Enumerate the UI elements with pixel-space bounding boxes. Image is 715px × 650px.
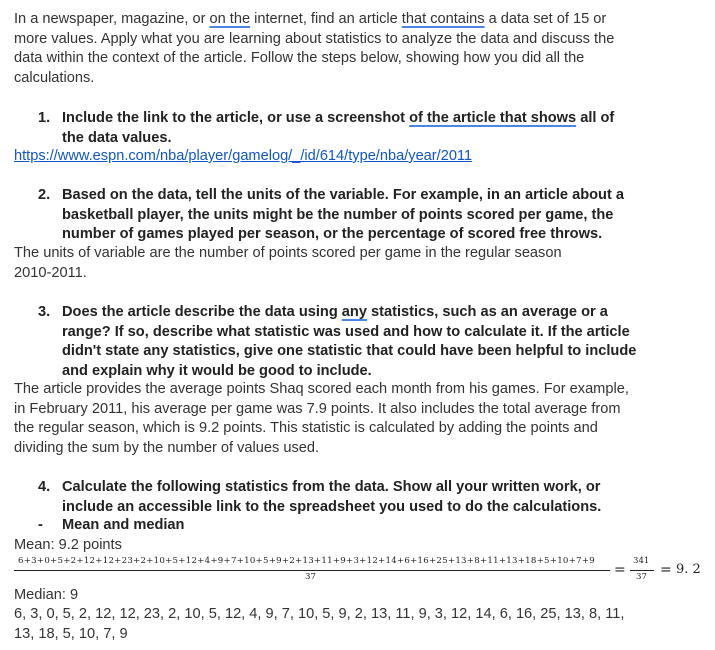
intro-text-1: In a newspaper, magazine, or [14,11,210,27]
question-1-number: 1. [38,110,51,126]
spellcheck-underline-2[interactable]: that contains [401,11,485,27]
question-1-text-end: all of the data values. [62,110,615,146]
equals-sign-2: = [660,562,672,578]
mean-result: 9. 2 [676,562,701,577]
question-1-spellcheck[interactable]: of the article that shows [409,110,577,126]
sub-item-mean-median [38,516,638,536]
sub-item-label: Mean and median [62,517,185,533]
question-3 [38,303,638,381]
mean-label: Mean: 9.2 points [14,537,122,553]
sum-fraction [14,554,610,586]
question-1-text-part: Include the link to the article, or use a screenshot [62,110,410,126]
median-label: Median: 9 [14,587,79,603]
question-1-text [62,109,638,148]
question-2 [38,186,638,245]
mean-formula [14,554,714,586]
question-3-spellcheck[interactable]: any [341,304,367,320]
question-4 [38,478,638,517]
total-denominator: 37 [636,572,647,582]
median-values: 6, 3, 0, 5, 2, 12, 12, 23, 2, 10, 5, 12, 4, 9, 7, 10, 5, 9, 2, 13, 11, 9, 3, 12, 14, 6, 16, 25, 13, 8, 11, 13, 18, 5, 10, 7, 9 [14,606,625,642]
intro-text-2: internet, find an article [250,11,402,27]
total-numerator: 341 [633,556,650,566]
question-1 [38,109,638,148]
fraction-denominator: 37 [305,572,316,582]
question-3-text [62,303,638,381]
total-fraction-bar [630,570,654,571]
intro-paragraph [14,10,624,88]
question-3-text-part: Does the article describe the data using [62,304,342,320]
question-2-number: 2. [38,187,51,203]
article-link[interactable]: https://www.espn.com/nba/player/gamelog/_/id/614/type/nba/year/2011 [14,148,473,164]
question-2-text: Based on the data, tell the units of the variable. For example, in an article about a basketball player, the units might be the number of points scored per game, the number of games played per season, or the percentage of scored free throws. [62,187,624,243]
fraction-numerator: 6+3+0+5+2+12+12+23+2+10+5+12+4+9+7+10+5+9+2+13+11+9+3+12+14+6+16+25+13+8+11+13+18+5+10+7+9 [18,556,595,566]
question-3-number: 3. [38,304,51,320]
question-4-number: 4. [38,479,51,495]
bullet: - [38,517,43,533]
question-3-text-end: statistics, such as an average or a range? If so, describe what statistic was used and how to calculate it. If the article didn't state any statistics, give one statistic that could have been helpful to include and explain why it would be good to include. [62,304,637,379]
fraction-bar [14,570,610,571]
question-4-text: Calculate the following statistics from the data. Show all your written work, or include an accessible link to the spreadsheet you used to do the calculations. [62,479,602,515]
statistics-answer: The article provides the average points Shaq scored each month from his games. For example, in February 2011, his average per game was 7.9 points. It also includes the total average from the regular season, which is 9.2 points. This statistic is calculated by adding the points and dividing the sum by the number of values used. [14,381,629,456]
spellcheck-underline-1[interactable]: on the [209,11,251,27]
intro-text-3: a data set of 15 or more values. Apply what you are learning about statistics to analyze the data and discuss the data within the context of the article. Follow the steps below, showing how you did all the calculations. [14,11,615,86]
units-answer: The units of variable are the number of points scored per game in the regular season 2010-2011. [14,245,562,281]
equals-sign-1: = [614,562,626,578]
total-fraction [630,554,654,586]
